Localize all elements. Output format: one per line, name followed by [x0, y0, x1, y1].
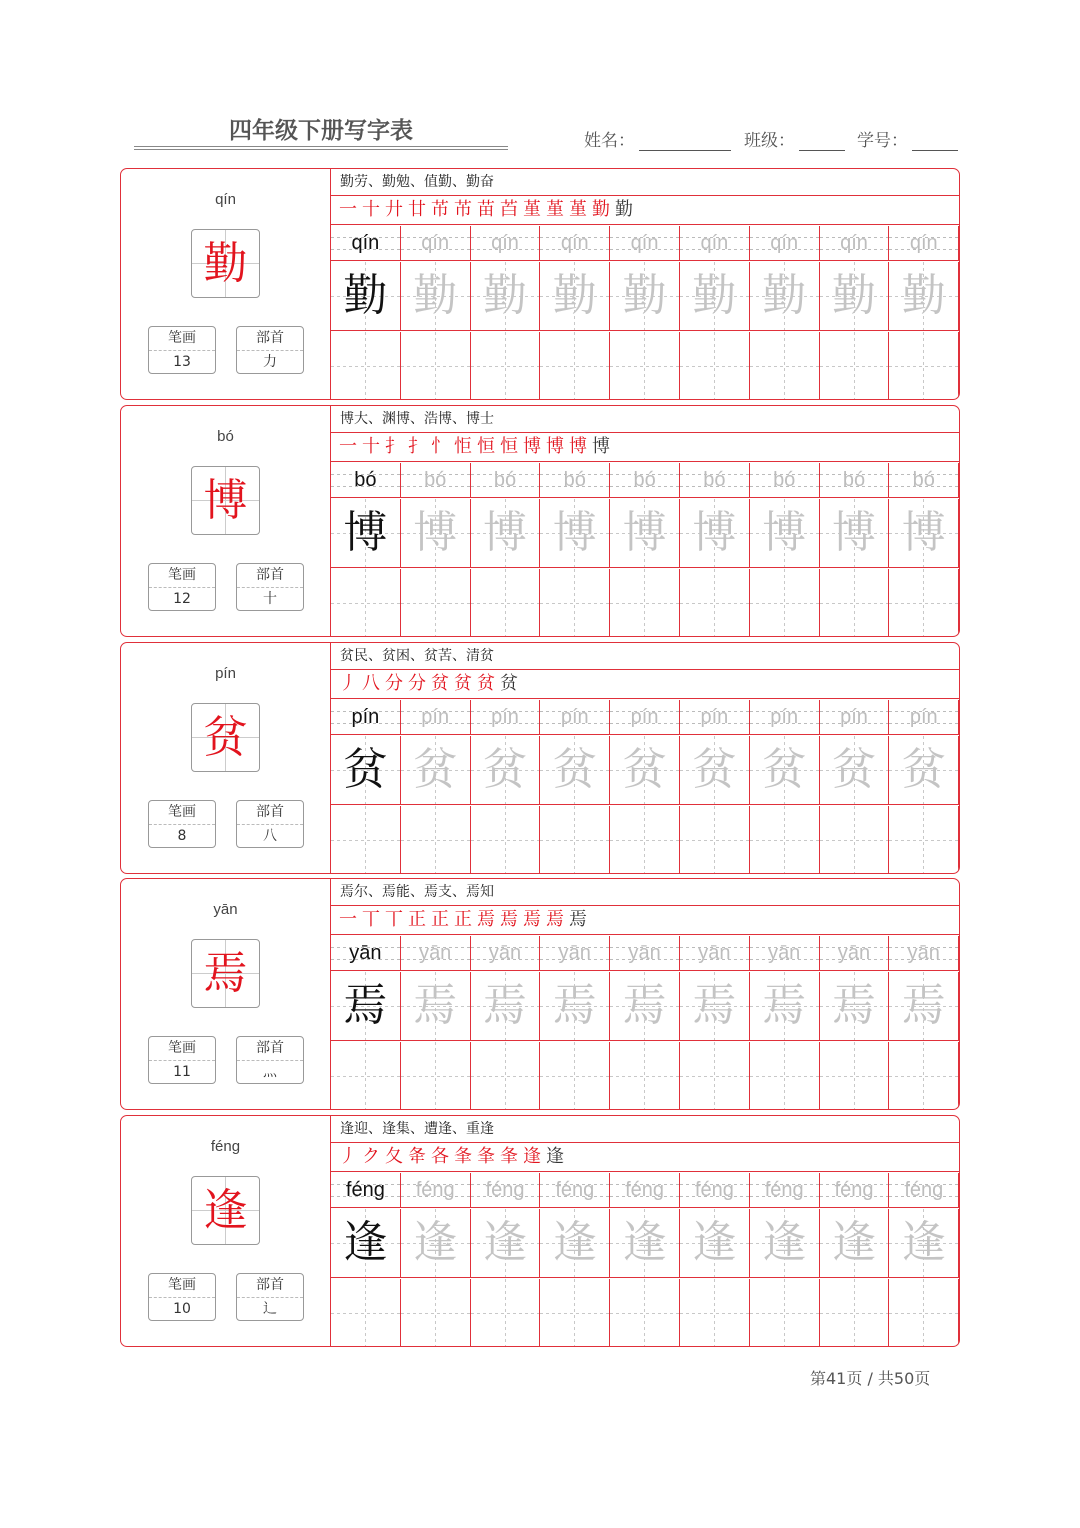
pinyin-cell[interactable]: pín — [471, 700, 541, 735]
blank-writing-cell[interactable] — [471, 569, 541, 637]
class-line[interactable] — [799, 132, 845, 151]
pinyin-cell[interactable]: féng — [401, 1173, 471, 1208]
stroke-step: 堇 — [546, 199, 565, 220]
pinyin-cell[interactable]: qín — [680, 226, 750, 261]
stroke-count-value: 11 — [173, 1064, 191, 1080]
blank-writing-cell[interactable] — [889, 1279, 959, 1347]
stroke-order — [331, 1143, 959, 1172]
stroke-step: 扌 — [385, 436, 404, 457]
blank-writing-cell[interactable] — [331, 1042, 401, 1110]
page-title: 四年级下册写字表 — [134, 112, 508, 150]
stroke-step: 扌 — [408, 436, 427, 457]
blank-writing-cell[interactable] — [540, 569, 610, 637]
blank-writing-cell[interactable] — [401, 1042, 471, 1110]
radical-value: 辶 — [263, 1301, 277, 1317]
name-line[interactable] — [639, 132, 731, 151]
pinyin-cell[interactable]: bó — [610, 463, 680, 498]
pinyin-cell[interactable]: yān — [401, 936, 471, 971]
trace-cell[interactable]: 博 — [331, 499, 401, 568]
pinyin-cell[interactable]: qín — [331, 226, 401, 261]
trace-cell[interactable]: 博 — [889, 499, 959, 568]
trace-cell[interactable]: 逢 — [610, 1209, 680, 1278]
pinyin-cell[interactable]: féng — [331, 1173, 401, 1208]
blank-writing-cell[interactable] — [680, 1042, 750, 1110]
pinyin-cell[interactable]: qín — [540, 226, 610, 261]
stroke-step: 夂 — [385, 1146, 404, 1167]
pinyin-cell[interactable]: pín — [889, 700, 959, 735]
stroke-step: 分 — [408, 673, 427, 694]
trace-cell[interactable]: 贫 — [680, 736, 750, 805]
trace-cell[interactable]: 逢 — [820, 1209, 890, 1278]
stroke-step: 焉 — [569, 909, 588, 930]
blank-writing-cell[interactable] — [540, 332, 610, 400]
blank-writing-cell[interactable] — [610, 1279, 680, 1347]
stroke-step: 贫 — [500, 673, 519, 694]
stroke-count-box — [148, 800, 216, 848]
stroke-step: 丅 — [362, 909, 381, 930]
pinyin-cell[interactable]: yān — [471, 936, 541, 971]
class-field[interactable] — [744, 126, 845, 151]
trace-cell[interactable]: 焉 — [331, 972, 401, 1041]
trace-cell[interactable]: 焉 — [889, 972, 959, 1041]
radical-box — [236, 1036, 304, 1084]
radical-label: 部首 — [237, 801, 303, 825]
stroke-step: 夆 — [454, 1146, 473, 1167]
example-words: 逢迎、逢集、遭逢、重逢 — [331, 1116, 959, 1143]
trace-cell[interactable]: 勤 — [401, 262, 471, 331]
stroke-count-label: 笔画 — [149, 327, 215, 351]
trace-cell[interactable]: 勤 — [680, 262, 750, 331]
trace-cell[interactable]: 焉 — [540, 972, 610, 1041]
trace-cell[interactable]: 贫 — [331, 736, 401, 805]
character-info-panel — [121, 643, 331, 873]
stroke-count-label: 笔画 — [149, 1037, 215, 1061]
trace-cell[interactable]: 贫 — [610, 736, 680, 805]
stroke-count-box — [148, 326, 216, 374]
stroke-step: 八 — [362, 673, 381, 694]
stroke-step: 勤 — [615, 199, 634, 220]
trace-cell[interactable]: 勤 — [820, 262, 890, 331]
stroke-step: 贫 — [477, 673, 496, 694]
stroke-step: 十 — [362, 199, 381, 220]
model-character: 逢 — [191, 1176, 260, 1245]
radical-box — [236, 800, 304, 848]
blank-writing-cell[interactable] — [540, 806, 610, 874]
stroke-step: 芇 — [454, 199, 473, 220]
blank-writing-cell[interactable] — [540, 1042, 610, 1110]
pinyin-cell[interactable]: bó — [540, 463, 610, 498]
name-field[interactable] — [584, 126, 731, 151]
pinyin-cell[interactable]: féng — [820, 1173, 890, 1208]
trace-cell[interactable]: 勤 — [610, 262, 680, 331]
blank-writing-cell[interactable] — [610, 569, 680, 637]
character-pinyin: yān — [213, 901, 238, 918]
character-card — [120, 405, 960, 637]
radical-label: 部首 — [237, 1037, 303, 1061]
blank-writing-cell[interactable] — [471, 1279, 541, 1347]
stroke-step: 丿 — [339, 673, 358, 694]
blank-writing-cell[interactable] — [680, 332, 750, 400]
stroke-count-box — [148, 1036, 216, 1084]
pinyin-cell[interactable]: qín — [889, 226, 959, 261]
radical-label: 部首 — [237, 327, 303, 351]
pinyin-cell[interactable]: pín — [610, 700, 680, 735]
blank-writing-cell[interactable] — [331, 1279, 401, 1347]
blank-writing-cell[interactable] — [331, 569, 401, 637]
pinyin-cell[interactable]: pín — [331, 700, 401, 735]
stroke-step: 勤 — [592, 199, 611, 220]
stroke-step: 正 — [408, 909, 427, 930]
stroke-step: 堇 — [569, 199, 588, 220]
pinyin-cell[interactable]: yān — [820, 936, 890, 971]
pinyin-cell[interactable]: qín — [820, 226, 890, 261]
stroke-step: 芇 — [431, 199, 450, 220]
stroke-step: 焉 — [500, 909, 519, 930]
trace-cell[interactable]: 勤 — [540, 262, 610, 331]
radical-box — [236, 326, 304, 374]
stroke-step: 博 — [592, 436, 611, 457]
pinyin-cell[interactable]: qín — [471, 226, 541, 261]
example-words: 贫民、贫困、贫苦、清贫 — [331, 643, 959, 670]
trace-cell[interactable]: 贫 — [889, 736, 959, 805]
blank-writing-cell[interactable] — [750, 569, 820, 637]
blank-writing-cell[interactable] — [750, 1042, 820, 1110]
blank-writing-cell[interactable] — [471, 332, 541, 400]
name-label: 姓名： — [584, 131, 635, 151]
stroke-step: 夅 — [408, 1146, 427, 1167]
stroke-step: 一 — [339, 436, 358, 457]
character-card — [120, 878, 960, 1110]
stroke-step: 苗 — [477, 199, 496, 220]
trace-cell[interactable]: 贫 — [820, 736, 890, 805]
stroke-step: 逢 — [523, 1146, 542, 1167]
blank-writing-cell[interactable] — [889, 569, 959, 637]
writing-grid — [331, 463, 959, 637]
practice-area — [331, 643, 959, 873]
radical-value: 力 — [263, 354, 277, 370]
example-words: 勤劳、勤勉、值勤、勤奋 — [331, 169, 959, 196]
radical-label: 部首 — [237, 1274, 303, 1298]
model-character: 贫 — [191, 703, 260, 772]
blank-writing-cell[interactable] — [820, 806, 890, 874]
writing-grid — [331, 700, 959, 874]
trace-cell[interactable]: 博 — [750, 499, 820, 568]
blank-writing-cell[interactable] — [889, 806, 959, 874]
trace-cell[interactable]: 逢 — [401, 1209, 471, 1278]
blank-writing-cell[interactable] — [889, 1042, 959, 1110]
trace-cell[interactable]: 贫 — [471, 736, 541, 805]
pinyin-cell[interactable]: pín — [540, 700, 610, 735]
stroke-step: 夆 — [477, 1146, 496, 1167]
trace-cell[interactable]: 勤 — [471, 262, 541, 331]
stroke-step: 焉 — [477, 909, 496, 930]
character-card — [120, 642, 960, 874]
trace-cell[interactable]: 博 — [401, 499, 471, 568]
trace-cell[interactable]: 逢 — [540, 1209, 610, 1278]
blank-writing-cell[interactable] — [401, 806, 471, 874]
pinyin-cell[interactable]: pín — [820, 700, 890, 735]
trace-cell[interactable]: 勤 — [889, 262, 959, 331]
trace-cell[interactable]: 焉 — [750, 972, 820, 1041]
trace-cell[interactable]: 博 — [680, 499, 750, 568]
blank-writing-cell[interactable] — [820, 332, 890, 400]
blank-writing-cell[interactable] — [331, 332, 401, 400]
pinyin-cell[interactable]: qín — [750, 226, 820, 261]
stroke-step: 十 — [362, 436, 381, 457]
practice-area — [331, 406, 959, 636]
model-character: 勤 — [191, 229, 260, 298]
pinyin-cell[interactable]: yān — [680, 936, 750, 971]
writing-grid — [331, 1173, 959, 1347]
trace-cell[interactable]: 焉 — [471, 972, 541, 1041]
character-info-panel — [121, 1116, 331, 1346]
stroke-step: 廿 — [408, 199, 427, 220]
blank-writing-cell[interactable] — [471, 806, 541, 874]
trace-cell[interactable]: 贫 — [540, 736, 610, 805]
blank-writing-cell[interactable] — [820, 569, 890, 637]
radical-box — [236, 563, 304, 611]
pinyin-cell[interactable]: bó — [889, 463, 959, 498]
id-line[interactable] — [912, 132, 958, 151]
character-info-panel — [121, 879, 331, 1109]
blank-writing-cell[interactable] — [750, 806, 820, 874]
pinyin-cell[interactable]: pín — [680, 700, 750, 735]
pinyin-cell[interactable]: féng — [750, 1173, 820, 1208]
example-words: 博大、渊博、浩博、博士 — [331, 406, 959, 433]
model-character: 博 — [191, 466, 260, 535]
stroke-count-label: 笔画 — [149, 1274, 215, 1298]
stroke-step: 一 — [339, 909, 358, 930]
trace-cell[interactable]: 贫 — [401, 736, 471, 805]
blank-writing-cell[interactable] — [750, 1279, 820, 1347]
pinyin-cell[interactable]: bó — [471, 463, 541, 498]
stroke-step: 分 — [385, 673, 404, 694]
character-info-panel — [121, 169, 331, 399]
pinyin-cell[interactable]: féng — [540, 1173, 610, 1208]
pinyin-cell[interactable]: féng — [610, 1173, 680, 1208]
pinyin-cell[interactable]: yān — [750, 936, 820, 971]
id-field[interactable] — [857, 126, 958, 151]
trace-cell[interactable]: 贫 — [750, 736, 820, 805]
blank-writing-cell[interactable] — [401, 1279, 471, 1347]
writing-grid — [331, 936, 959, 1110]
pinyin-cell[interactable]: pín — [750, 700, 820, 735]
stroke-count-value: 12 — [173, 591, 191, 607]
pinyin-cell[interactable]: féng — [471, 1173, 541, 1208]
stroke-step: 苩 — [500, 199, 519, 220]
stroke-step: 一 — [339, 199, 358, 220]
stroke-step: 正 — [431, 909, 450, 930]
stroke-count-box — [148, 1273, 216, 1321]
pinyin-cell[interactable]: bó — [331, 463, 401, 498]
stroke-step: 堇 — [523, 199, 542, 220]
practice-area — [331, 1116, 959, 1346]
stroke-count-value: 8 — [177, 828, 187, 844]
pinyin-cell[interactable]: féng — [889, 1173, 959, 1208]
stroke-step: 忄 — [431, 436, 450, 457]
blank-writing-cell[interactable] — [610, 1042, 680, 1110]
stroke-order — [331, 906, 959, 935]
trace-cell[interactable]: 博 — [540, 499, 610, 568]
pinyin-cell[interactable]: qín — [610, 226, 680, 261]
stroke-step: 博 — [523, 436, 542, 457]
writing-grid — [331, 226, 959, 400]
radical-box — [236, 1273, 304, 1321]
pinyin-cell[interactable]: yān — [889, 936, 959, 971]
class-label: 班级： — [744, 131, 795, 151]
pinyin-cell[interactable]: bó — [401, 463, 471, 498]
blank-writing-cell[interactable] — [401, 332, 471, 400]
character-pinyin: pín — [215, 665, 236, 682]
stroke-step: 夆 — [500, 1146, 519, 1167]
radical-value: 八 — [263, 828, 277, 844]
character-card — [120, 1115, 960, 1347]
stroke-step: 恒 — [477, 436, 496, 457]
practice-area — [331, 879, 959, 1109]
blank-writing-cell[interactable] — [889, 332, 959, 400]
stroke-step: 焉 — [546, 909, 565, 930]
blank-writing-cell[interactable] — [610, 332, 680, 400]
stroke-step: 贫 — [454, 673, 473, 694]
blank-writing-cell[interactable] — [820, 1042, 890, 1110]
stroke-step: ク — [362, 1146, 381, 1167]
character-card — [120, 168, 960, 400]
blank-writing-cell[interactable] — [610, 806, 680, 874]
trace-cell[interactable]: 逢 — [331, 1209, 401, 1278]
trace-cell[interactable]: 焉 — [820, 972, 890, 1041]
pinyin-cell[interactable]: qín — [401, 226, 471, 261]
blank-writing-cell[interactable] — [331, 806, 401, 874]
trace-cell[interactable]: 焉 — [401, 972, 471, 1041]
radical-value: 十 — [263, 591, 277, 607]
trace-cell[interactable]: 博 — [820, 499, 890, 568]
stroke-step: 各 — [431, 1146, 450, 1167]
pinyin-cell[interactable]: yān — [540, 936, 610, 971]
stroke-step: 廾 — [385, 199, 404, 220]
model-character: 焉 — [191, 939, 260, 1008]
trace-cell[interactable]: 焉 — [680, 972, 750, 1041]
stroke-step: 丿 — [339, 1146, 358, 1167]
stroke-step: 贫 — [431, 673, 450, 694]
id-label: 学号： — [857, 131, 908, 151]
character-pinyin: qín — [215, 191, 236, 208]
page-number: 第41页 / 共50页 — [810, 1369, 931, 1388]
stroke-step: 怇 — [454, 436, 473, 457]
stroke-step: 焉 — [523, 909, 542, 930]
stroke-order — [331, 433, 959, 462]
stroke-order — [331, 196, 959, 225]
stroke-step: 博 — [569, 436, 588, 457]
pinyin-cell[interactable]: féng — [680, 1173, 750, 1208]
blank-writing-cell[interactable] — [401, 569, 471, 637]
trace-cell[interactable]: 逢 — [680, 1209, 750, 1278]
stroke-step: 正 — [454, 909, 473, 930]
trace-cell[interactable]: 逢 — [889, 1209, 959, 1278]
blank-writing-cell[interactable] — [471, 1042, 541, 1110]
character-pinyin: féng — [210, 1138, 241, 1155]
stroke-count-value: 13 — [173, 354, 191, 370]
stroke-count-box — [148, 563, 216, 611]
trace-cell[interactable]: 逢 — [750, 1209, 820, 1278]
character-pinyin: bó — [217, 428, 234, 445]
trace-cell[interactable]: 勤 — [331, 262, 401, 331]
stroke-count-label: 笔画 — [149, 564, 215, 588]
trace-cell[interactable]: 勤 — [750, 262, 820, 331]
stroke-count-value: 10 — [173, 1301, 191, 1317]
stroke-step: 逢 — [546, 1146, 565, 1167]
pinyin-cell[interactable]: bó — [820, 463, 890, 498]
blank-writing-cell[interactable] — [680, 1279, 750, 1347]
trace-cell[interactable]: 焉 — [610, 972, 680, 1041]
radical-label: 部首 — [237, 564, 303, 588]
stroke-order — [331, 670, 959, 699]
blank-writing-cell[interactable] — [680, 569, 750, 637]
stroke-count-label: 笔画 — [149, 801, 215, 825]
blank-writing-cell[interactable] — [820, 1279, 890, 1347]
example-words: 焉尔、焉能、焉支、焉知 — [331, 879, 959, 906]
stroke-step: 丅 — [385, 909, 404, 930]
blank-writing-cell[interactable] — [540, 1279, 610, 1347]
radical-value: 灬 — [263, 1064, 277, 1080]
blank-writing-cell[interactable] — [680, 806, 750, 874]
practice-area — [331, 169, 959, 399]
stroke-step: 恒 — [500, 436, 519, 457]
pinyin-cell[interactable]: bó — [750, 463, 820, 498]
pinyin-cell[interactable]: yān — [331, 936, 401, 971]
pinyin-cell[interactable]: yān — [610, 936, 680, 971]
character-info-panel — [121, 406, 331, 636]
pinyin-cell[interactable]: bó — [680, 463, 750, 498]
pinyin-cell[interactable]: pín — [401, 700, 471, 735]
trace-cell[interactable]: 逢 — [471, 1209, 541, 1278]
trace-cell[interactable]: 博 — [471, 499, 541, 568]
stroke-step: 博 — [546, 436, 565, 457]
trace-cell[interactable]: 博 — [610, 499, 680, 568]
blank-writing-cell[interactable] — [750, 332, 820, 400]
